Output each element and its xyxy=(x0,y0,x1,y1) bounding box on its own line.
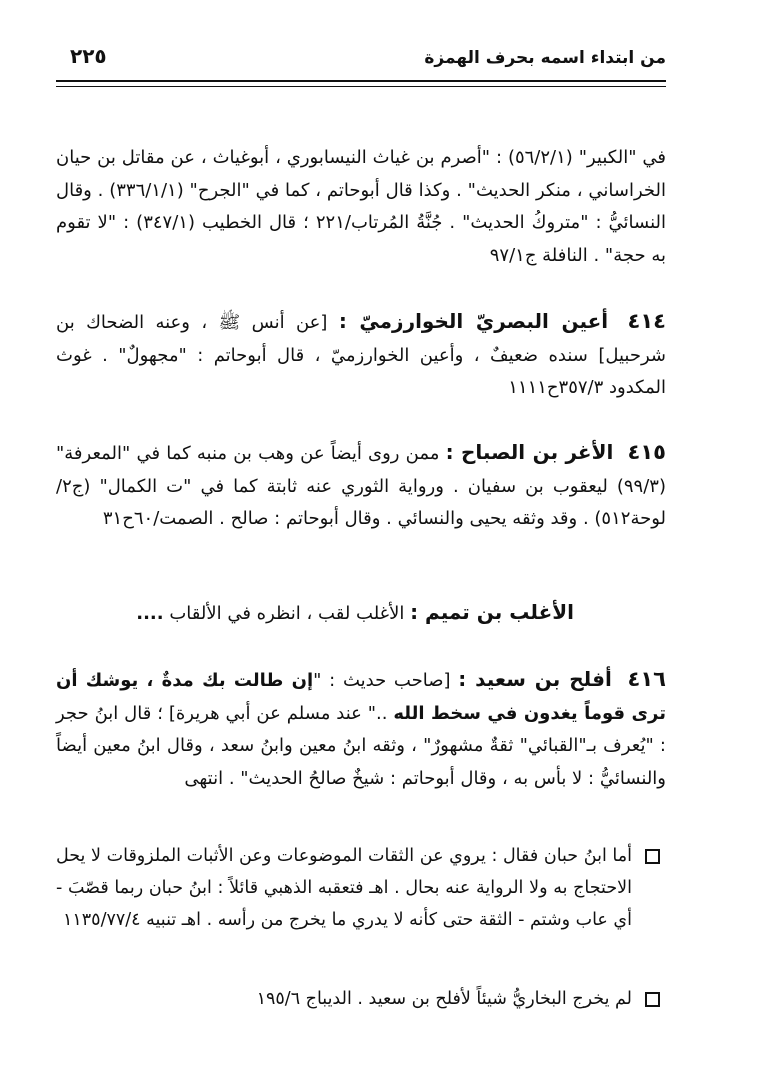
entry-name: الأغر بن الصباح : xyxy=(445,440,614,464)
cross-ref-text: الأغلب لقب ، انظره في الألقاب xyxy=(169,603,405,624)
entry-name: أعين البصريّ الخوارزميّ : xyxy=(338,309,609,333)
entry-number: ٤١٥ xyxy=(627,440,666,464)
hadith-text: إن طالت بك مدةٌ ، يوشك أن ترى قوماً يغدون في سخط الله xyxy=(56,670,666,724)
entry-414 xyxy=(56,305,666,405)
footnote-item xyxy=(56,983,666,1015)
entry-text: ممن روى أيضاً عن وهب بن منبه كما في "المعرفة" (٩٩/٣) ليعقوب بن سفيان . ورواية الثوري عنه ثابتة كما في "ت الكمال" (ج٢/لوحة٥١٢) . وقد وثقه يحيى والنسائي . وقال أبوحاتم : صالح . الصمت/٦٠ح٣١ xyxy=(56,443,666,529)
footnote-item xyxy=(56,840,666,936)
header-rule-thin xyxy=(56,86,666,87)
entry-text-a: [صاحب حديث : " xyxy=(313,670,451,691)
chapter-title: من ابتداء اسمه بحرف الهمزة xyxy=(424,48,666,68)
footnote-text: أما ابنُ حبان فقال : يروي عن الثقات الموضوعات وعن الأثبات الملزوقات لا يحل الاحتجاج به ولا الرواية عنه بحال . اهـ فتعقبه الذهبي قائلاً : ابنُ حبان ربما قصّبَ - أي عاب وشتم - الثقة حتى كأنه لا يدري ما يخرج من رأسه . اهـ تنبيه ١١٣٥/٧٧/٤ xyxy=(56,846,632,930)
entry-text-b: .." عند مسلم عن أبي هريرة] ؛ قال ابنُ حجر : "يُعرف بـ"القبائي" ثقةٌ مشهورٌ" ، وثقه ابنُ معين وابنُ سعد ، وقال ابنُ معين أيضاً والنسائيُّ : لا بأس به ، وقال أبوحاتم : شيخٌ صالحُ الحديث" . انتهى xyxy=(56,702,666,789)
entry-name: أفلح بن سعيد : xyxy=(458,667,612,691)
header-rule-thick xyxy=(56,80,666,82)
footnote-text: لم يخرج البخاريُّ شيئاً لأفلح بن سعيد . الديباج ١٩٥/٦ xyxy=(256,989,632,1009)
entry-text: [عن أنس ﷺ ، وعنه الضحاك بن شرحبيل] سنده ضعيفٌ ، وأعين الخوارزميّ ، قال أبوحاتم : "مجهولٌ" . غوث المكدود ٣٥٧/٣ح١١١١ xyxy=(56,312,666,398)
entry-number: ٤١٦ xyxy=(627,667,666,691)
entry-416 xyxy=(56,663,666,795)
running-header xyxy=(56,40,666,76)
paragraph-continuation: في "الكبير" (٥٦/٢/١) : "أصرم بن غياث النيسابوري ، أبوغياث ، عن مقاتل بن حيان الخراساني ، منكر الحديث" . وكذا قال أبوحاتم ، كما في "الجرح" (٣٣٦/١/١) . وقال النسائيُّ : "متروكُ الحديث" . جُنَّةُ المُرتاب/٢٢١ ؛ قال الخطيب (٣٤٧/١) : "لا تقوم به حجة" . النافلة ج٩٧/١ xyxy=(56,147,667,266)
entry-number: ٤١٤ xyxy=(627,309,666,333)
cross-reference xyxy=(56,596,666,631)
entry-415 xyxy=(56,436,666,536)
cross-ref-name: الأغلب بن تميم : xyxy=(410,600,574,624)
page-number: ٢٢٥ xyxy=(70,44,107,68)
square-bullet-icon xyxy=(645,849,660,864)
square-bullet-icon xyxy=(645,992,660,1007)
cross-ref-dots: .... xyxy=(136,603,164,624)
